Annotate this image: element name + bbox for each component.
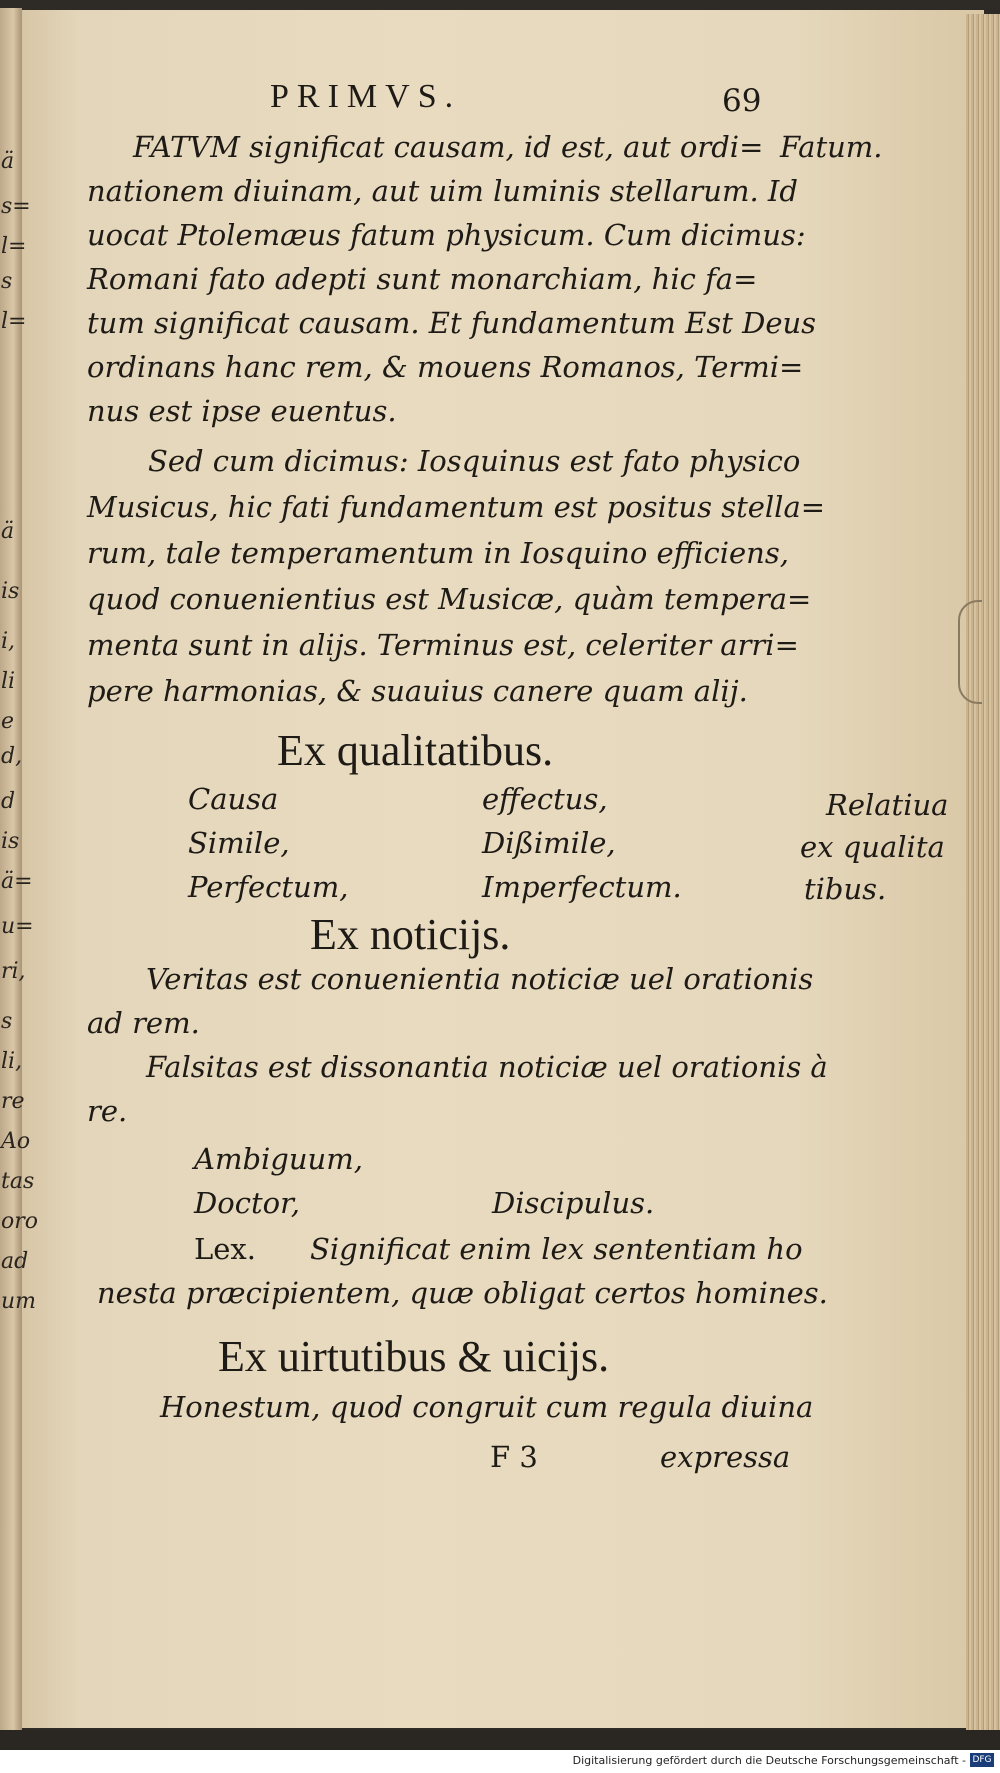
left-strip-fragment: is (1, 829, 20, 854)
left-strip-fragment: oro (1, 1209, 39, 1234)
left-strip-fragment: e (1, 709, 15, 734)
left-strip-fragment: tas (1, 1169, 35, 1194)
text-line: Veritas est conuenientia noticiæ uel orationis (146, 962, 814, 996)
left-strip-fragment: s= (1, 194, 31, 219)
pair-right: Dißimile, (482, 826, 616, 860)
text-line: Musicus, hic fati fundamentum est positus stella= (87, 490, 826, 524)
left-strip-fragment: u= (1, 914, 34, 939)
left-strip-fragment: re (1, 1089, 25, 1114)
left-strip-fragment: ri, (1, 959, 26, 984)
text-line: rum, tale temperamentum in Iosquino efficiens, (87, 536, 789, 570)
text-line: nus est ipse euentus. (87, 394, 397, 428)
margin-note-fatum: Fatum. (780, 130, 883, 164)
left-strip-fragment: li (1, 669, 16, 694)
text-line: uocat Ptolemæus fatum physicum. Cum dicimus: (87, 218, 806, 252)
left-strip-fragment: l= (1, 234, 27, 259)
text-line: Falsitas est dissonantia noticiæ uel orationis à (146, 1050, 828, 1084)
text-line: Sed cum dicimus: Iosquinus est fato physico (148, 444, 801, 478)
left-strip-fragment: l= (1, 309, 27, 334)
text-line: menta sunt in alijs. Terminus est, celeriter arri= (87, 628, 799, 662)
text-line: FATVM significat causam, id est, aut ordi= (133, 130, 764, 164)
bottom-shadow (0, 1730, 1000, 1750)
digitization-footer (0, 1750, 1000, 1773)
catchword: expressa (660, 1440, 791, 1474)
heading-ex-uirtutibus: Ex uirtutibus & uicijs. (218, 1332, 610, 1381)
text-line: tum significat causam. Et fundamentum Est Deus (87, 306, 817, 340)
pair-left: Simile, (188, 826, 290, 860)
signature-mark: F 3 (490, 1440, 538, 1474)
left-strip-fragment: s (1, 1009, 13, 1034)
text-line: nesta præcipientem, quæ obligat certos homines. (97, 1276, 828, 1310)
term-lex: Lex. (194, 1232, 256, 1266)
footer-credit: Digitalisierung gefördert durch die Deutsche Forschungsgemeinschaft - (572, 1754, 966, 1767)
left-strip-fragment: d (1, 789, 16, 814)
pair-right: Imperfectum. (482, 870, 682, 904)
left-strip-fragment: s (1, 269, 13, 294)
left-strip-fragment: ä= (1, 869, 33, 894)
heading-ex-qualitatibus: Ex qualitatibus. (277, 726, 554, 775)
left-strip-fragment: ad (1, 1249, 29, 1274)
text-line: Romani fato adepti sunt monarchiam, hic fa= (87, 262, 758, 296)
page-number: 69 (722, 83, 762, 119)
dfg-logo: DFG (970, 1753, 994, 1767)
text-line: re. (87, 1094, 128, 1128)
left-strip-fragment: i, (1, 629, 16, 654)
margin-note-relatiua: ex qualita (800, 830, 945, 864)
left-strip-fragment: ä (1, 519, 15, 544)
text-line: nationem diuinam, aut uim luminis stellarum. Id (87, 174, 798, 208)
left-strip-fragment: Ao (1, 1129, 31, 1154)
heading-ex-noticijs: Ex noticijs. (310, 910, 511, 959)
margin-note-relatiua: Relatiua (826, 788, 949, 822)
text-line: Significat enim lex sententiam ho (310, 1232, 803, 1266)
term-ambiguum: Ambiguum, (194, 1142, 363, 1176)
text-line: ad rem. (87, 1006, 200, 1040)
pair-left: Perfectum, (188, 870, 349, 904)
pair-left: Causa (188, 782, 279, 816)
left-strip-fragment: d, (1, 744, 23, 769)
text-line: Honestum, quod congruit cum regula diuina (160, 1390, 814, 1424)
term-discipulus: Discipulus. (492, 1186, 655, 1220)
left-strip-fragment: um (1, 1289, 37, 1314)
left-strip-fragment: li, (1, 1049, 23, 1074)
text-line: pere harmonias, & suauius canere quam alij. (87, 674, 748, 708)
page-stack-edge (966, 14, 1000, 1734)
left-strip-fragment: ä (1, 149, 15, 174)
margin-note-relatiua: tibus. (804, 872, 887, 906)
left-strip-fragment: is (1, 579, 20, 604)
term-doctor: Doctor, (194, 1186, 300, 1220)
running-title: PRIMVS. (270, 78, 462, 115)
text-line: ordinans hanc rem, & mouens Romanos, Termi= (87, 350, 804, 384)
clasp-mark (958, 600, 982, 704)
pair-right: effectus, (482, 782, 608, 816)
text-line: quod conuenientius est Musicæ, quàm tempera= (87, 582, 812, 616)
